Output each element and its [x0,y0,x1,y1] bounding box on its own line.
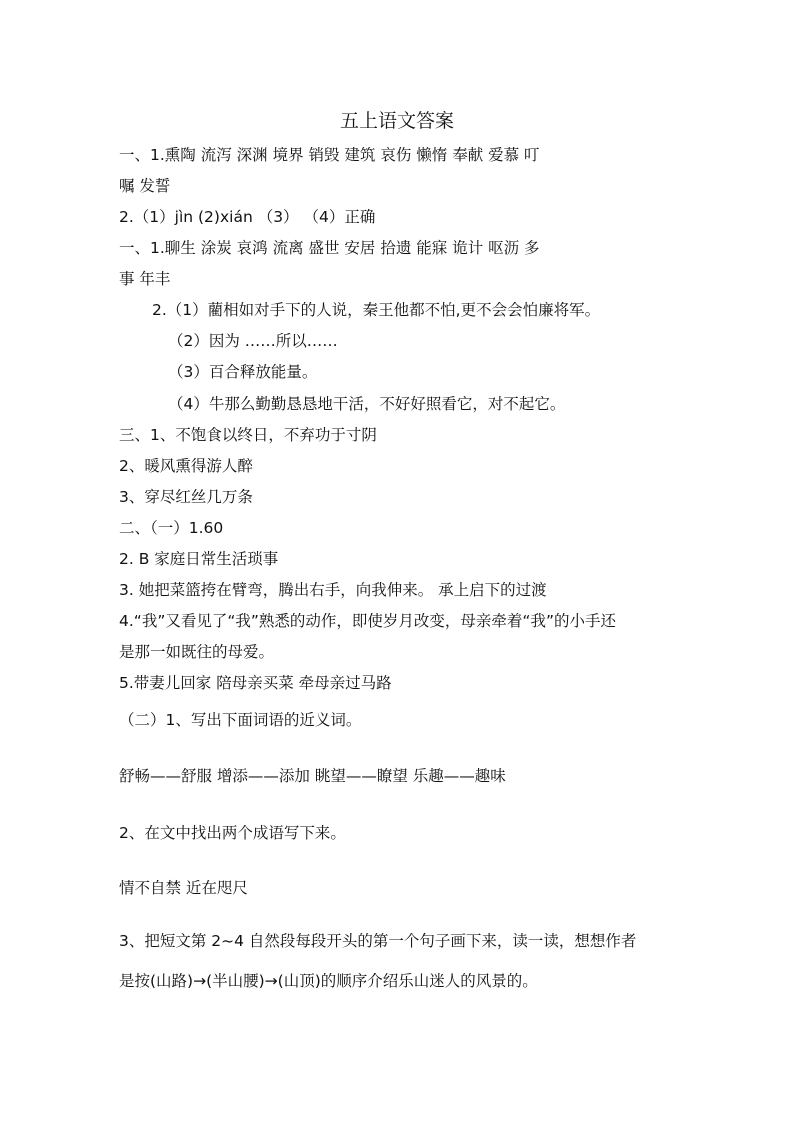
answer-line: 2、暖风熏得游人醉 [119,457,253,475]
answer-line: （二）1、写出下面词语的近义词。 [119,711,362,729]
answer-line: 一、1.聊生 涂炭 哀鸿 流离 盛世 安居 拾遗 能寐 诡计 呕沥 多 [119,239,540,257]
answer-line: 3、穿尽红丝几万条 [119,488,253,506]
answer-line: （2）因为 ……所以…… [168,332,338,350]
answer-line: 2. B 家庭日常生活琐事 [119,550,279,568]
answer-line: 3. 她把菜篮挎在臂弯，腾出右手，向我伸来。 承上启下的过渡 [119,581,547,599]
document-title: 五上语文答案 [339,110,454,132]
answer-line: 事 年丰 [119,270,171,288]
answer-line: （4）牛那么勤勤恳恳地干活，不好好照看它，对不起它。 [168,395,566,413]
answer-line: 是按(山路)→(半山腰)→(山顶)的顺序介绍乐山迷人的风景的。 [119,972,538,990]
answer-line: 2.（1）jìn (2)xián （3） （4）正确 [119,208,376,226]
answer-line: （3）百合释放能量。 [168,363,318,381]
answer-line: 一、1.熏陶 流泻 深渊 境界 销毁 建筑 哀伤 懒惰 奉献 爱慕 叮 [119,146,540,164]
answer-line: 是那一如既往的母爱。 [119,643,275,661]
answer-line: 二、（一）1.60 [119,519,224,537]
answer-line: 2、在文中找出两个成语写下来。 [119,824,346,842]
answer-line: 情不自禁 近在咫尺 [119,879,248,897]
answer-line: 4.“我”又看见了“我”熟悉的动作，即使岁月改变，母亲牵着“我”的小手还 [119,612,616,630]
answer-line: 5.带妻儿回家 陪母亲买菜 牵母亲过马路 [119,674,392,692]
answer-line: 3、把短文第 2~4 自然段每段开头的第一个句子画下来，读一读，想想作者 [119,932,637,950]
answer-line: 舒畅——舒服 增添——添加 眺望——瞭望 乐趣——趣味 [119,767,506,785]
answer-line: 嘱 发誓 [119,177,171,195]
answer-line: 2.（1）藺相如对手下的人说，秦王他都不怕,更不会会怕廉将军。 [152,301,601,319]
answer-line: 三、1、不饱食以终日，不弃功于寸阴 [119,426,377,444]
